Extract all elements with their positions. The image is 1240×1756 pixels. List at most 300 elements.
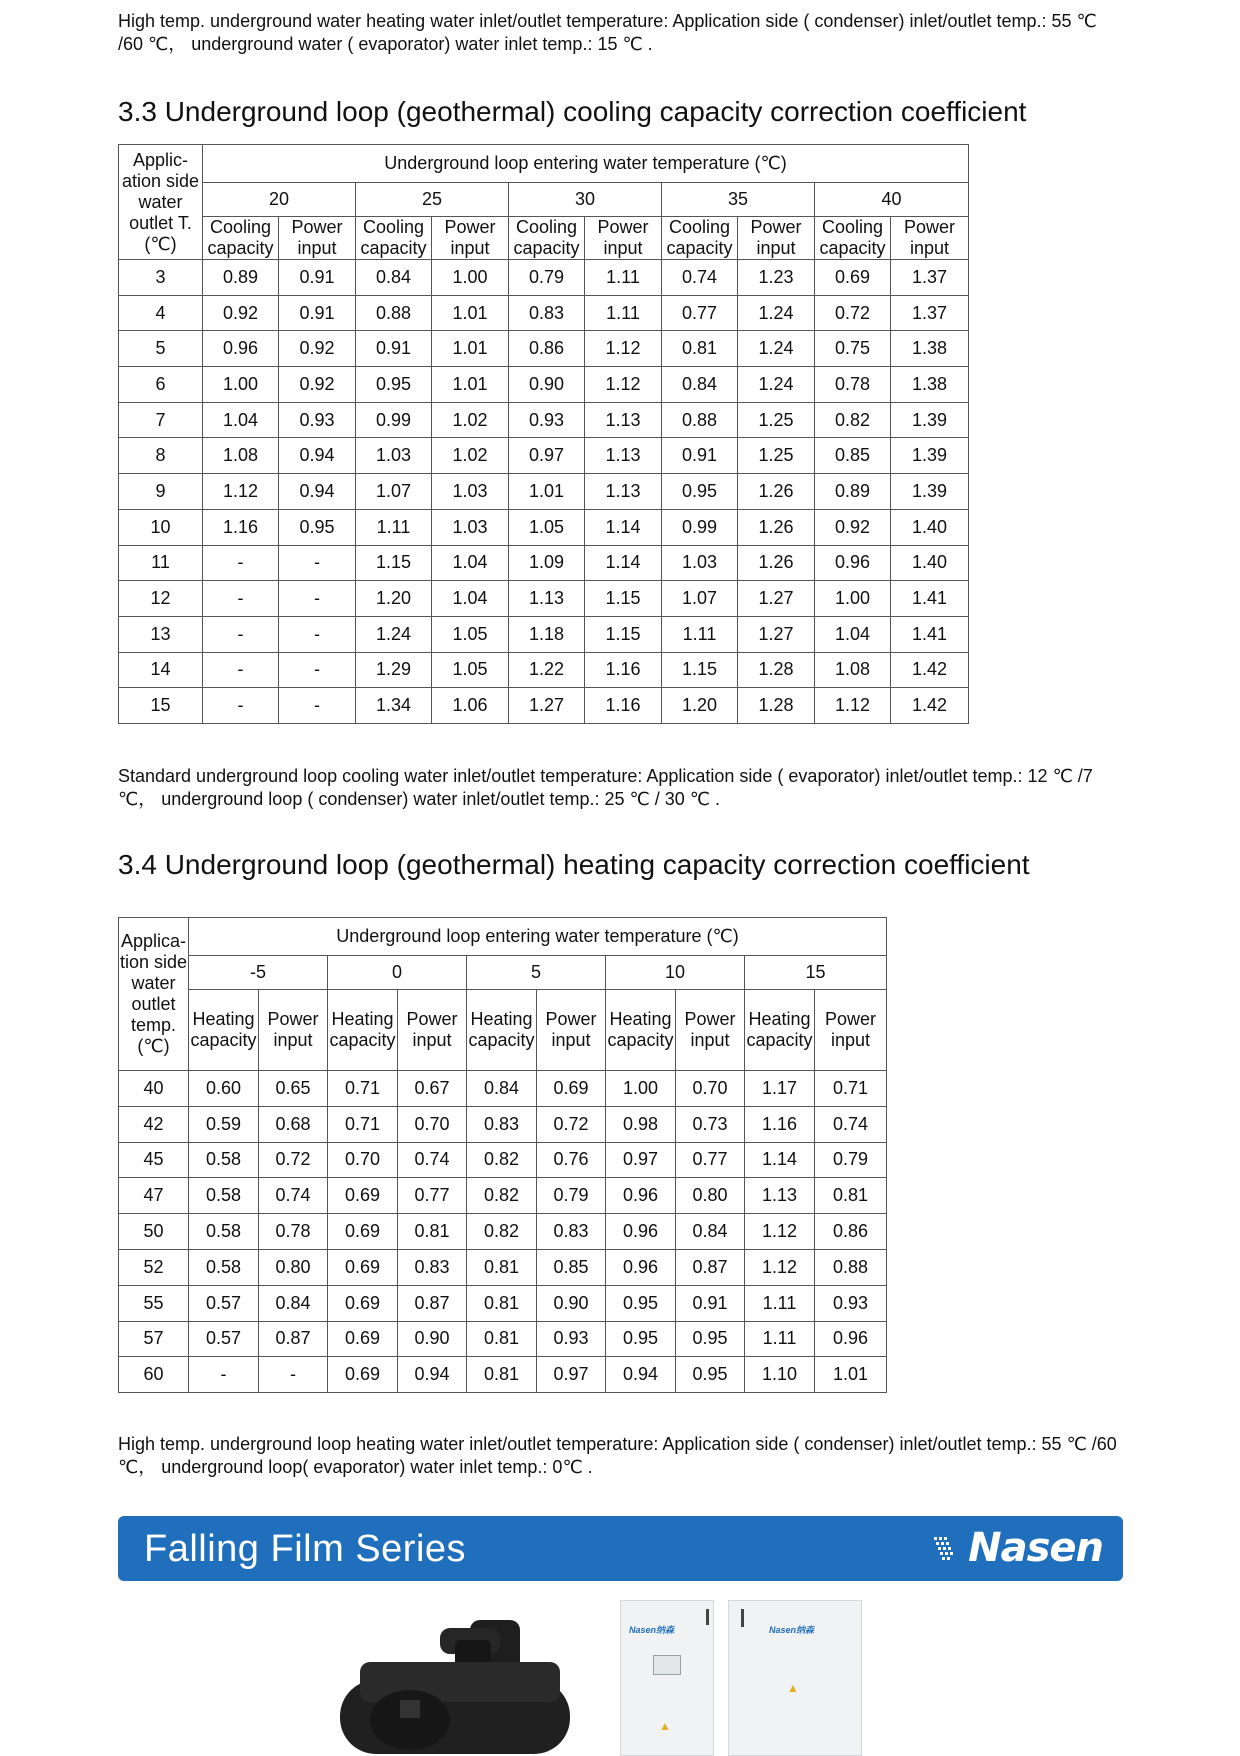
coefficient-cell: 0.69 bbox=[328, 1214, 398, 1250]
coefficient-cell: 0.81 bbox=[467, 1321, 537, 1357]
coefficient-cell: 1.05 bbox=[432, 652, 509, 688]
coefficient-cell: 1.00 bbox=[203, 367, 279, 403]
table-row bbox=[119, 260, 969, 296]
coefficient-cell: 0.88 bbox=[356, 295, 432, 331]
coefficient-cell: 1.16 bbox=[585, 688, 662, 724]
coefficient-cell: 0.69 bbox=[328, 1357, 398, 1393]
coefficient-cell: 0.87 bbox=[676, 1249, 745, 1285]
coefficient-cell: 1.02 bbox=[432, 402, 509, 438]
coefficient-cell: 1.18 bbox=[509, 616, 585, 652]
coefficient-cell: 0.81 bbox=[467, 1285, 537, 1321]
coefficient-cell: 0.90 bbox=[398, 1321, 467, 1357]
coefficient-cell: 1.01 bbox=[815, 1357, 887, 1393]
coefficient-cell: 0.80 bbox=[259, 1249, 328, 1285]
coefficient-cell: 0.91 bbox=[279, 260, 356, 296]
brand-logo bbox=[932, 1526, 1103, 1570]
table-row bbox=[119, 295, 969, 331]
coefficient-cell: 0.93 bbox=[537, 1321, 606, 1357]
coefficient-cell: 1.25 bbox=[738, 438, 815, 474]
coefficient-cell: 1.12 bbox=[203, 474, 279, 510]
coefficient-cell: 1.28 bbox=[738, 688, 815, 724]
coefficient-cell: 0.74 bbox=[815, 1106, 887, 1142]
coefficient-cell: 1.41 bbox=[891, 616, 969, 652]
coefficient-cell: 0.68 bbox=[259, 1106, 328, 1142]
temp-header: 25 bbox=[356, 183, 509, 217]
coefficient-cell: 1.26 bbox=[738, 474, 815, 510]
coefficient-cell: 0.92 bbox=[279, 367, 356, 403]
coefficient-cell: 1.13 bbox=[745, 1178, 815, 1214]
coefficient-cell: 0.90 bbox=[509, 367, 585, 403]
coefficient-cell: 1.20 bbox=[356, 581, 432, 617]
coefficient-cell: 0.71 bbox=[815, 1071, 887, 1107]
power-input-header: Power input bbox=[432, 217, 509, 260]
coefficient-cell: 1.26 bbox=[738, 509, 815, 545]
coefficient-cell: 0.88 bbox=[815, 1249, 887, 1285]
coefficient-cell: 0.84 bbox=[676, 1214, 745, 1250]
coefficient-cell: 1.13 bbox=[585, 474, 662, 510]
coefficient-cell: 1.38 bbox=[891, 367, 969, 403]
coefficient-cell: 1.01 bbox=[432, 295, 509, 331]
control-cabinet-right bbox=[728, 1600, 862, 1756]
coefficient-cell: 1.25 bbox=[738, 402, 815, 438]
coefficient-cell: 0.97 bbox=[509, 438, 585, 474]
coefficient-cell: 1.17 bbox=[745, 1071, 815, 1107]
coefficient-cell: 0.71 bbox=[328, 1071, 398, 1107]
coefficient-cell: 1.15 bbox=[356, 545, 432, 581]
temp-header: 5 bbox=[467, 956, 606, 990]
coefficient-cell: 0.81 bbox=[398, 1214, 467, 1250]
coefficient-cell: 0.85 bbox=[537, 1249, 606, 1285]
series-banner bbox=[118, 1516, 1123, 1581]
coefficient-cell: 0.95 bbox=[662, 474, 738, 510]
coefficient-cell: 1.29 bbox=[356, 652, 432, 688]
outlet-temp-cell: 10 bbox=[119, 509, 203, 545]
coefficient-cell: 1.12 bbox=[585, 331, 662, 367]
coefficient-cell: 0.93 bbox=[815, 1285, 887, 1321]
coefficient-cell: 1.09 bbox=[509, 545, 585, 581]
coefficient-cell: 0.83 bbox=[537, 1214, 606, 1250]
coefficient-cell: 1.11 bbox=[745, 1285, 815, 1321]
coefficient-cell: 0.84 bbox=[662, 367, 738, 403]
coefficient-cell: 1.12 bbox=[745, 1214, 815, 1250]
temp-header: 35 bbox=[662, 183, 815, 217]
coefficient-cell: 0.57 bbox=[189, 1285, 259, 1321]
heating-capacity-header: Heating capacity bbox=[606, 990, 676, 1071]
coefficient-cell: 1.14 bbox=[585, 509, 662, 545]
coefficient-cell: 1.39 bbox=[891, 438, 969, 474]
power-input-header: Power input bbox=[891, 217, 969, 260]
coefficient-cell: 1.04 bbox=[203, 402, 279, 438]
table-row bbox=[119, 652, 969, 688]
table-row bbox=[119, 509, 969, 545]
cooling-correction-table bbox=[118, 144, 969, 724]
table-row bbox=[119, 688, 969, 724]
outlet-temp-cell: 13 bbox=[119, 616, 203, 652]
table-row bbox=[119, 616, 969, 652]
outlet-temp-cell: 57 bbox=[119, 1321, 189, 1357]
coefficient-cell: 1.24 bbox=[738, 295, 815, 331]
table-row bbox=[119, 331, 969, 367]
power-input-header: Power input bbox=[279, 217, 356, 260]
coefficient-cell: 0.90 bbox=[537, 1285, 606, 1321]
coefficient-cell: 1.24 bbox=[738, 331, 815, 367]
coefficient-cell: 0.77 bbox=[662, 295, 738, 331]
table-row bbox=[119, 402, 969, 438]
coefficient-cell: 1.11 bbox=[356, 509, 432, 545]
coefficient-cell: 0.69 bbox=[537, 1071, 606, 1107]
coefficient-cell: 1.42 bbox=[891, 688, 969, 724]
coefficient-cell: 0.82 bbox=[467, 1142, 537, 1178]
cabinet-brand-label: Nasen纳森 bbox=[769, 1625, 815, 1635]
cooling-capacity-header: Cooling capacity bbox=[203, 217, 279, 260]
coefficient-cell: 0.69 bbox=[328, 1285, 398, 1321]
coefficient-cell: 1.12 bbox=[745, 1249, 815, 1285]
coefficient-cell: 1.28 bbox=[738, 652, 815, 688]
coefficient-cell: 1.04 bbox=[815, 616, 891, 652]
coefficient-cell: 1.24 bbox=[356, 616, 432, 652]
table-row bbox=[119, 545, 969, 581]
coefficient-cell: 0.81 bbox=[467, 1357, 537, 1393]
coefficient-cell: 0.80 bbox=[676, 1178, 745, 1214]
coefficient-cell: 0.86 bbox=[509, 331, 585, 367]
coefficient-cell: 0.71 bbox=[328, 1106, 398, 1142]
outlet-temp-cell: 45 bbox=[119, 1142, 189, 1178]
intro-note: High temp. underground water heating water inlet/outlet temperature: Application side ( condenser) inlet/outlet temp.: 55 ℃ /60 ℃， underground water ( evaporator) water inlet temp.: 15 ℃ . bbox=[118, 11, 1097, 54]
outlet-temp-cell: 3 bbox=[119, 260, 203, 296]
cooling-capacity-header: Cooling capacity bbox=[356, 217, 432, 260]
coefficient-cell: 1.11 bbox=[585, 295, 662, 331]
outlet-temp-cell: 7 bbox=[119, 402, 203, 438]
coefficient-cell: 1.20 bbox=[662, 688, 738, 724]
coefficient-cell: 0.97 bbox=[606, 1142, 676, 1178]
heating-capacity-header: Heating capacity bbox=[189, 990, 259, 1071]
coefficient-cell: 1.12 bbox=[815, 688, 891, 724]
coefficient-cell: 1.26 bbox=[738, 545, 815, 581]
coefficient-cell: 1.10 bbox=[745, 1357, 815, 1393]
outlet-temp-cell: 4 bbox=[119, 295, 203, 331]
corner-label: Applica-tion side water outlet temp. (℃) bbox=[119, 918, 189, 1071]
coefficient-cell: 0.83 bbox=[509, 295, 585, 331]
coefficient-cell: - bbox=[279, 545, 356, 581]
coefficient-cell: 0.85 bbox=[815, 438, 891, 474]
temp-header: 40 bbox=[815, 183, 969, 217]
coefficient-cell: 0.83 bbox=[467, 1106, 537, 1142]
coefficient-cell: 0.94 bbox=[398, 1357, 467, 1393]
coefficient-cell: 1.08 bbox=[203, 438, 279, 474]
coefficient-cell: 0.95 bbox=[676, 1357, 745, 1393]
coefficient-cell: 1.27 bbox=[509, 688, 585, 724]
power-input-header: Power input bbox=[537, 990, 606, 1071]
coefficient-cell: - bbox=[203, 545, 279, 581]
warning-icon: ▲ bbox=[659, 1719, 671, 1733]
coefficient-cell: - bbox=[279, 616, 356, 652]
coefficient-cell: 0.59 bbox=[189, 1106, 259, 1142]
coefficient-cell: 1.05 bbox=[432, 616, 509, 652]
heating-section-title: 3.4 Underground loop (geothermal) heating capacity correction coefficient bbox=[118, 849, 1030, 880]
coefficient-cell: 1.07 bbox=[356, 474, 432, 510]
coefficient-cell: 0.96 bbox=[606, 1178, 676, 1214]
coefficient-cell: 0.83 bbox=[398, 1249, 467, 1285]
coefficient-cell: 1.07 bbox=[662, 581, 738, 617]
coefficient-cell: 0.94 bbox=[279, 438, 356, 474]
coefficient-cell: 0.98 bbox=[606, 1106, 676, 1142]
coefficient-cell: 1.15 bbox=[662, 652, 738, 688]
coefficient-cell: 1.04 bbox=[432, 581, 509, 617]
coefficient-cell: 1.40 bbox=[891, 509, 969, 545]
coefficient-cell: 1.12 bbox=[585, 367, 662, 403]
coefficient-cell: 1.15 bbox=[585, 581, 662, 617]
coefficient-cell: 0.96 bbox=[606, 1214, 676, 1250]
coefficient-cell: 1.01 bbox=[509, 474, 585, 510]
coefficient-cell: - bbox=[279, 688, 356, 724]
coefficient-cell: 1.04 bbox=[432, 545, 509, 581]
coefficient-cell: 1.03 bbox=[432, 474, 509, 510]
coefficient-cell: 1.03 bbox=[432, 509, 509, 545]
coefficient-cell: 1.06 bbox=[432, 688, 509, 724]
coefficient-cell: 1.08 bbox=[815, 652, 891, 688]
coefficient-cell: 0.82 bbox=[467, 1214, 537, 1250]
cooling-capacity-header: Cooling capacity bbox=[662, 217, 738, 260]
coefficient-cell: 1.11 bbox=[745, 1321, 815, 1357]
coefficient-cell: 0.95 bbox=[606, 1321, 676, 1357]
table-row bbox=[119, 1357, 887, 1393]
coefficient-cell: 0.58 bbox=[189, 1142, 259, 1178]
coefficient-cell: 0.82 bbox=[815, 402, 891, 438]
heating-capacity-header: Heating capacity bbox=[467, 990, 537, 1071]
coefficient-cell: 0.96 bbox=[815, 1321, 887, 1357]
coefficient-cell: 1.13 bbox=[509, 581, 585, 617]
coefficient-cell: 0.69 bbox=[328, 1321, 398, 1357]
coefficient-cell: 0.74 bbox=[662, 260, 738, 296]
coefficient-cell: 1.40 bbox=[891, 545, 969, 581]
outlet-temp-cell: 11 bbox=[119, 545, 203, 581]
coefficient-cell: 1.02 bbox=[432, 438, 509, 474]
coefficient-cell: 1.16 bbox=[585, 652, 662, 688]
outlet-temp-cell: 15 bbox=[119, 688, 203, 724]
coefficient-cell: 0.72 bbox=[815, 295, 891, 331]
coefficient-cell: - bbox=[203, 688, 279, 724]
coefficient-cell: 0.81 bbox=[662, 331, 738, 367]
coefficient-cell: 0.91 bbox=[662, 438, 738, 474]
temp-header: 15 bbox=[745, 956, 887, 990]
coefficient-cell: 0.99 bbox=[356, 402, 432, 438]
coefficient-cell: 0.65 bbox=[259, 1071, 328, 1107]
coefficient-cell: 0.87 bbox=[259, 1321, 328, 1357]
coefficient-cell: 0.57 bbox=[189, 1321, 259, 1357]
coefficient-cell: 0.96 bbox=[606, 1249, 676, 1285]
power-input-header: Power input bbox=[259, 990, 328, 1071]
coefficient-cell: 1.01 bbox=[432, 367, 509, 403]
coefficient-cell: 0.91 bbox=[356, 331, 432, 367]
coefficient-cell: 0.86 bbox=[815, 1214, 887, 1250]
banner-title: Falling Film Series bbox=[144, 1528, 467, 1570]
corner-label: Applic-ation side water outlet T. (℃) bbox=[119, 145, 203, 260]
coefficient-cell: 1.37 bbox=[891, 260, 969, 296]
coefficient-cell: 0.93 bbox=[279, 402, 356, 438]
coefficient-cell: 0.92 bbox=[815, 509, 891, 545]
coefficient-cell: - bbox=[203, 616, 279, 652]
coefficient-cell: 1.23 bbox=[738, 260, 815, 296]
outlet-temp-cell: 40 bbox=[119, 1071, 189, 1107]
cooling-note: Standard underground loop cooling water inlet/outlet temperature: Application side ( evaporator) inlet/outlet temp.: 12 ℃ /7 ℃， underground loop ( condenser) water inlet/outlet temp.: 25 ℃ / 30 ℃ . bbox=[118, 766, 1093, 809]
coefficient-cell: 1.16 bbox=[203, 509, 279, 545]
coefficient-cell: 1.00 bbox=[432, 260, 509, 296]
coefficient-cell: 1.14 bbox=[585, 545, 662, 581]
coefficient-cell: 0.87 bbox=[398, 1285, 467, 1321]
coefficient-cell: 1.00 bbox=[606, 1071, 676, 1107]
cooling-section-title: 3.3 Underground loop (geothermal) cooling capacity correction coefficient bbox=[118, 96, 1027, 127]
outlet-temp-cell: 12 bbox=[119, 581, 203, 617]
coefficient-cell: 0.92 bbox=[203, 295, 279, 331]
coefficient-cell: - bbox=[279, 652, 356, 688]
coefficient-cell: 0.89 bbox=[203, 260, 279, 296]
coefficient-cell: 1.22 bbox=[509, 652, 585, 688]
coefficient-cell: 0.73 bbox=[676, 1106, 745, 1142]
coefficient-cell: 0.91 bbox=[279, 295, 356, 331]
coefficient-cell: 0.72 bbox=[259, 1142, 328, 1178]
warning-icon: ▲ bbox=[787, 1681, 799, 1695]
coefficient-cell: 0.79 bbox=[509, 260, 585, 296]
coefficient-cell: - bbox=[203, 652, 279, 688]
outlet-temp-cell: 5 bbox=[119, 331, 203, 367]
control-cabinet-left bbox=[620, 1600, 714, 1756]
coefficient-cell: 0.79 bbox=[815, 1142, 887, 1178]
coefficient-cell: 0.95 bbox=[676, 1321, 745, 1357]
coefficient-cell: 1.37 bbox=[891, 295, 969, 331]
table-row bbox=[119, 1071, 887, 1107]
coefficient-cell: 1.42 bbox=[891, 652, 969, 688]
cooling-capacity-header: Cooling capacity bbox=[509, 217, 585, 260]
table-row bbox=[119, 581, 969, 617]
coefficient-cell: 1.27 bbox=[738, 616, 815, 652]
table-row bbox=[119, 1321, 887, 1357]
outlet-temp-cell: 60 bbox=[119, 1357, 189, 1393]
coefficient-cell: 0.95 bbox=[356, 367, 432, 403]
coefficient-cell: 0.70 bbox=[398, 1106, 467, 1142]
temp-header: -5 bbox=[189, 956, 328, 990]
coefficient-cell: 0.67 bbox=[398, 1071, 467, 1107]
coefficient-cell: 0.69 bbox=[328, 1249, 398, 1285]
heating-capacity-header: Heating capacity bbox=[745, 990, 815, 1071]
coefficient-cell: 1.27 bbox=[738, 581, 815, 617]
coefficient-cell: 1.11 bbox=[585, 260, 662, 296]
coefficient-cell: 0.78 bbox=[815, 367, 891, 403]
power-input-header: Power input bbox=[398, 990, 467, 1071]
table-row bbox=[119, 474, 969, 510]
temp-header: 0 bbox=[328, 956, 467, 990]
power-input-header: Power input bbox=[815, 990, 887, 1071]
coefficient-cell: 1.16 bbox=[745, 1106, 815, 1142]
coefficient-cell: 0.94 bbox=[606, 1357, 676, 1393]
coefficient-cell: 0.91 bbox=[676, 1285, 745, 1321]
coefficient-cell: 1.24 bbox=[738, 367, 815, 403]
temp-header: 20 bbox=[203, 183, 356, 217]
cabinet-brand-label: Nasen纳森 bbox=[629, 1625, 675, 1635]
table-row bbox=[119, 1178, 887, 1214]
coefficient-cell: 0.96 bbox=[203, 331, 279, 367]
cabinet-handle bbox=[706, 1609, 709, 1625]
coefficient-cell: 1.03 bbox=[662, 545, 738, 581]
coefficient-cell: 1.00 bbox=[815, 581, 891, 617]
coefficient-cell: 0.76 bbox=[537, 1142, 606, 1178]
span-header: Underground loop entering water temperature (℃) bbox=[203, 145, 969, 183]
coefficient-cell: - bbox=[189, 1357, 259, 1393]
coefficient-cell: 0.78 bbox=[259, 1214, 328, 1250]
coefficient-cell: 0.81 bbox=[815, 1178, 887, 1214]
coefficient-cell: - bbox=[279, 581, 356, 617]
coefficient-cell: 1.39 bbox=[891, 474, 969, 510]
outlet-temp-cell: 42 bbox=[119, 1106, 189, 1142]
table-row bbox=[119, 1249, 887, 1285]
cooling-capacity-header: Cooling capacity bbox=[815, 217, 891, 260]
heating-correction-table bbox=[118, 917, 887, 1393]
brand-mark-icon bbox=[932, 1533, 966, 1563]
coefficient-cell: 0.74 bbox=[398, 1142, 467, 1178]
coefficient-cell: 0.84 bbox=[467, 1071, 537, 1107]
heating-note: High temp. underground loop heating water inlet/outlet temperature: Application side ( condenser) inlet/outlet temp.: 55 ℃ /60 ℃， underground loop( evaporator) water inlet temp.: 0℃ . bbox=[118, 1434, 1117, 1477]
outlet-temp-cell: 47 bbox=[119, 1178, 189, 1214]
coefficient-cell: 0.79 bbox=[537, 1178, 606, 1214]
coefficient-cell: - bbox=[203, 581, 279, 617]
coefficient-cell: 0.58 bbox=[189, 1249, 259, 1285]
coefficient-cell: 1.05 bbox=[509, 509, 585, 545]
coefficient-cell: 1.15 bbox=[585, 616, 662, 652]
coefficient-cell: 0.69 bbox=[815, 260, 891, 296]
coefficient-cell: 0.99 bbox=[662, 509, 738, 545]
brand-wordmark: Nasen bbox=[968, 1525, 1103, 1571]
temp-header: 10 bbox=[606, 956, 745, 990]
coefficient-cell: 0.88 bbox=[662, 402, 738, 438]
coefficient-cell: 1.38 bbox=[891, 331, 969, 367]
coefficient-cell: 1.34 bbox=[356, 688, 432, 724]
coefficient-cell: 0.77 bbox=[398, 1178, 467, 1214]
coefficient-cell: 0.77 bbox=[676, 1142, 745, 1178]
heating-capacity-header: Heating capacity bbox=[328, 990, 398, 1071]
coefficient-cell: 0.70 bbox=[328, 1142, 398, 1178]
coefficient-cell: 0.58 bbox=[189, 1214, 259, 1250]
coefficient-cell: 1.01 bbox=[432, 331, 509, 367]
coefficient-cell: - bbox=[259, 1357, 328, 1393]
coefficient-cell: 0.97 bbox=[537, 1357, 606, 1393]
coefficient-cell: 0.84 bbox=[259, 1285, 328, 1321]
coefficient-cell: 0.93 bbox=[509, 402, 585, 438]
coefficient-cell: 0.70 bbox=[676, 1071, 745, 1107]
outlet-temp-cell: 52 bbox=[119, 1249, 189, 1285]
span-header: Underground loop entering water temperature (℃) bbox=[189, 918, 887, 956]
coefficient-cell: 0.60 bbox=[189, 1071, 259, 1107]
coefficient-cell: 1.03 bbox=[356, 438, 432, 474]
coefficient-cell: 0.96 bbox=[815, 545, 891, 581]
temp-header: 30 bbox=[509, 183, 662, 217]
coefficient-cell: 0.81 bbox=[467, 1249, 537, 1285]
coefficient-cell: 0.84 bbox=[356, 260, 432, 296]
coefficient-cell: 0.95 bbox=[279, 509, 356, 545]
table-row bbox=[119, 438, 969, 474]
table-row bbox=[119, 1285, 887, 1321]
coefficient-cell: 0.92 bbox=[279, 331, 356, 367]
table-row bbox=[119, 1106, 887, 1142]
coefficient-cell: 0.58 bbox=[189, 1178, 259, 1214]
coefficient-cell: 1.39 bbox=[891, 402, 969, 438]
coefficient-cell: 0.74 bbox=[259, 1178, 328, 1214]
coefficient-cell: 0.75 bbox=[815, 331, 891, 367]
outlet-temp-cell: 6 bbox=[119, 367, 203, 403]
coefficient-cell: 1.13 bbox=[585, 438, 662, 474]
power-input-header: Power input bbox=[676, 990, 745, 1071]
coefficient-cell: 0.89 bbox=[815, 474, 891, 510]
cabinet-display bbox=[653, 1655, 681, 1675]
coefficient-cell: 0.69 bbox=[328, 1178, 398, 1214]
